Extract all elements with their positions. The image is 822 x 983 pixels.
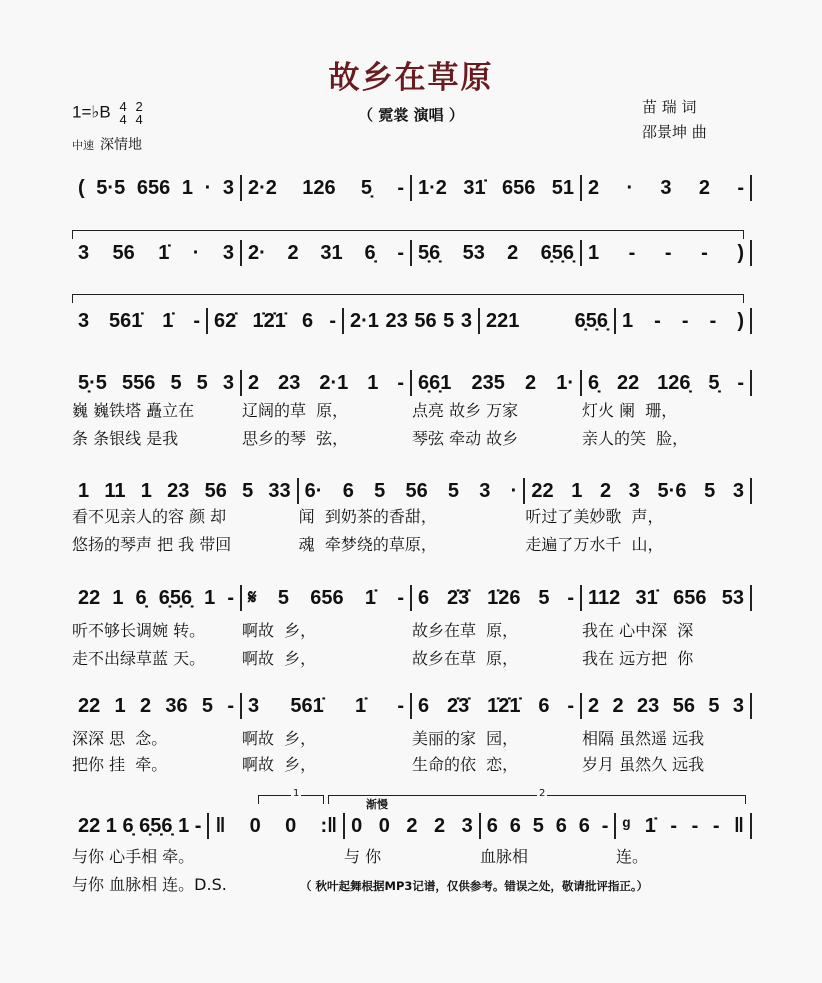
lyric-segment: 啊故 乡， (242, 755, 317, 774)
lyric-segment: 闻 到奶茶的香甜， (298, 507, 437, 526)
measure: 3 561̇ 1̇ - (72, 308, 208, 334)
score-row (72, 693, 752, 719)
footnote: （ 秋叶起舞根据MP3记谱，仅供参考。错误之处，敬请批评指正。） (300, 879, 649, 893)
lyric-segment: 思乡的琴 弦， (242, 429, 349, 448)
lyric-segment: 啊故 乡， (242, 621, 317, 640)
lyric-segment: 我在 心中深 深 (582, 621, 694, 640)
lyric-segment: 看不见亲人的容 颜 却 (72, 507, 227, 526)
ending-volta-1: 1 (258, 795, 324, 804)
measure: 221 6̣5̣6̣ (480, 308, 616, 334)
measure: 5̣6̣ 53 2 6̣5̣6̣ (412, 240, 582, 266)
lyric-segment: 血脉相 (480, 847, 529, 866)
measure: 22 1 6̣ 6̣5̣6̣ 1 - (72, 813, 209, 839)
lyric-segment: 点亮 故乡 万家 (412, 401, 519, 420)
composer: 邵景坤 曲 (642, 123, 707, 141)
measure: 6̣ 22 126̣ 5̣ - (582, 370, 752, 396)
credits (642, 95, 707, 145)
measure: 6̣6̣1 235 2 1· (412, 370, 582, 396)
key-and-time-signature (72, 100, 143, 126)
measure: ‖ 0 0 :‖ (209, 813, 345, 839)
lyric-segment: 生命的依 恋， (412, 755, 519, 774)
measure: 2 23 2·1 1 - (242, 370, 412, 396)
lyrics-line (72, 534, 752, 556)
lyric-segment (208, 846, 344, 868)
measure: 5̣·5 556 5 5 3 (72, 370, 242, 396)
measure: 0 0 2 2 3 (345, 813, 481, 839)
measure: 3 561̇ 1̇ - (242, 693, 412, 719)
measure: 2·2 126 5̣ - (242, 175, 412, 201)
measure: 1 - - - ) (616, 308, 752, 334)
lyrics-line (72, 754, 752, 776)
lyrics-line (72, 620, 752, 642)
lyric-segment: 与 你 (344, 847, 382, 866)
lyric-segment: 岁月 虽然久 远我 (582, 755, 705, 774)
score-row (72, 813, 752, 839)
lyric-segment: 我在 远方把 你 (582, 649, 694, 668)
lyricist: 苗 瑞 词 (642, 98, 697, 116)
lyrics-line (72, 400, 752, 422)
measure: 2 2 23 56 5 3 (582, 693, 752, 719)
measure: 6 6 5 6 6 - (481, 813, 617, 839)
lyric-segment: 连。 (616, 847, 649, 866)
lyric-segment: 走遍了万水千 山， (525, 535, 664, 554)
score-row (72, 370, 752, 396)
lyric-segment: 辽阔的草 原， (242, 401, 349, 420)
singer-credit: （ 霓裳 演唱 ） (358, 106, 464, 124)
score-row (72, 175, 752, 201)
score-row (72, 585, 752, 611)
lyric-segment: 深深 思 念。 (72, 729, 168, 748)
tempo: 中速 (72, 139, 94, 152)
lyric-segment: 相隔 虽然遥 远我 (582, 729, 705, 748)
lyric-segment: 亲人的笑 脸， (582, 429, 689, 448)
lyric-segment: 故乡在草 原， (412, 649, 519, 668)
lyric-segment: 巍 巍铁塔 矗立在 (72, 401, 195, 420)
lyrics-line (72, 728, 752, 750)
measure: 6 2̇3̇ 1̇2̇1̇ 6 - (412, 693, 582, 719)
lyric-segment: 走不出绿草蓝 天。 (72, 649, 206, 668)
measure: ( 5·5 656 1 · 3 (72, 175, 242, 201)
measure: 6 2̇3̇ 1̇26 5 - (412, 585, 582, 611)
score-row (72, 478, 752, 504)
lyric-segment: 条 条银线 是我 (72, 429, 179, 448)
measure: 1·2 31̇ 656 51 (412, 175, 582, 201)
lyric-segment: 魂 牵梦绕的草原， (298, 535, 437, 554)
key-signature: 1=♭B (72, 102, 111, 122)
lyrics-line (72, 428, 752, 450)
lyric-segment: 故乡在草 原， (412, 621, 519, 640)
lyric-segment: 与你 心手相 牵。 (72, 847, 195, 866)
measure: 2·1 23 56 5 3 (344, 308, 480, 334)
lyric-segment: 琴弦 牵动 故乡 (412, 429, 519, 448)
volta-bracket-1 (72, 230, 744, 239)
measure: 62̇ 1̇2̇1̇ 6 - (208, 308, 344, 334)
lyrics-line (72, 506, 752, 528)
measure: 112 31̇ 656 53 (582, 585, 752, 611)
song-title: 故乡在草原 (328, 60, 494, 96)
expression: 深情地 (100, 137, 142, 153)
measure: 1 - - - ) (582, 240, 752, 266)
lyric-segment: 听过了美妙歌 声， (525, 507, 664, 526)
time-signature-4-4: 4 4 (119, 99, 127, 127)
lyric-segment: 与你 血脉相 连。D.S. (72, 875, 227, 894)
tempo-marking (72, 134, 142, 154)
measure: ᵍ 1̇ - - - ‖ (616, 813, 752, 839)
measure: 1 11 1 23 56 5 33 (72, 478, 299, 504)
time-signature-2-4: 2 4 (135, 99, 143, 127)
lyric-segment: 啊故 乡， (242, 729, 317, 748)
measure: 3 56 1̇ · 3 (72, 240, 242, 266)
measure: 2 · 3 2 - (582, 175, 752, 201)
measure: 𝄋 5 656 1̇ - (242, 585, 412, 611)
lyric-segment: 美丽的家 园， (412, 729, 519, 748)
lyric-segment: 听不够长调婉 转。 (72, 621, 206, 640)
lyric-segment: 灯火 阑 珊， (582, 401, 678, 420)
volta-bracket-2 (72, 294, 744, 303)
score-row (72, 240, 752, 266)
measure: 2· 2 31 6̣ - (242, 240, 412, 266)
lyrics-line (72, 648, 752, 670)
measure: 22 1 2 3 5·6 5 3 (525, 478, 752, 504)
measure: 6· 6 5 56 5 3 · (299, 478, 526, 504)
ritardando-marking: 渐慢 (366, 798, 388, 811)
lyrics-line (72, 846, 752, 868)
ending-volta-2: 2 (328, 795, 746, 804)
measure: 22 1 2 36 5 - (72, 693, 242, 719)
lyric-segment: 悠扬的琴声 把 我 带回 (72, 535, 232, 554)
measure: 22 1 6̣ 6̣5̣6̣ 1 - (72, 585, 242, 611)
lyric-segment: 把你 挂 牵。 (72, 755, 168, 774)
lyric-segment: 啊故 乡， (242, 649, 317, 668)
score-row (72, 308, 752, 334)
